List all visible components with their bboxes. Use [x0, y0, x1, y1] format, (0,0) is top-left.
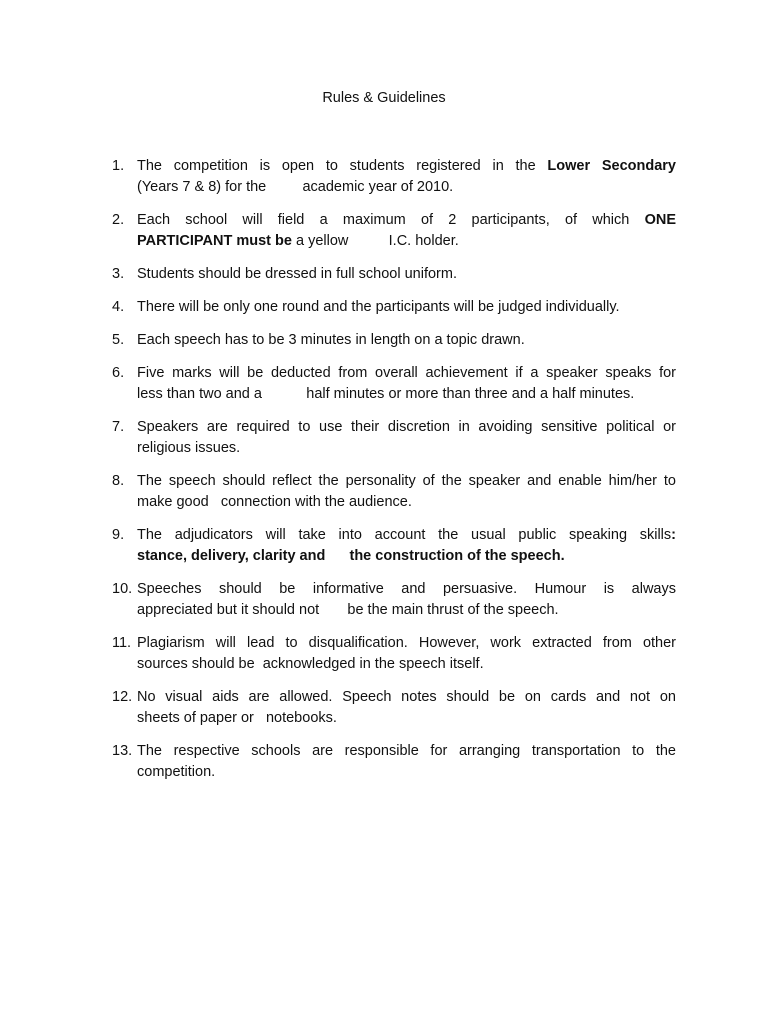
- rule-line: (Years 7 & 8) for the academic year of 2010.: [137, 179, 454, 195]
- rule-line: Plagiarism will lead to disqualification. However, work extracted from other: [137, 635, 676, 651]
- rule-item-13: [112, 741, 676, 783]
- rule-line: appreciated but it should not be the main thrust of the speech.: [137, 602, 559, 618]
- rule-line: Speeches should be informative and persuasive. Humour is always: [137, 581, 676, 597]
- rule-line: Students should be dressed in full school uniform.: [137, 266, 457, 282]
- rule-text: The adjudicators will take into account the usual public speaking skills: [137, 527, 672, 543]
- rule-number: 1.: [112, 158, 125, 174]
- rule-line: sheets of paper or notebooks.: [137, 710, 337, 726]
- rule-line: religious issues.: [137, 440, 241, 456]
- rule-item-3: [112, 264, 676, 285]
- rule-item-9: [112, 525, 676, 567]
- rule-item-8: [112, 471, 676, 513]
- rule-number: 11.: [112, 635, 132, 651]
- rule-number: 10.: [112, 581, 133, 597]
- rule-text: The competition is open to students registered in the: [137, 158, 548, 174]
- rule-line: competition.: [137, 764, 216, 780]
- rule-line: No visual aids are allowed. Speech notes should be on cards and not on: [137, 689, 676, 705]
- rule-line: Five marks will be deducted from overall achievement if a speaker speaks for: [137, 365, 676, 381]
- rule-bold-text: stance, delivery, clarity and the construction of the speech.: [137, 548, 565, 564]
- rule-line: [137, 231, 676, 252]
- rule-line: [137, 210, 676, 231]
- rule-line: Each speech has to be 3 minutes in length on a topic drawn.: [137, 332, 525, 348]
- rule-text: a yellow I.C. holder.: [291, 233, 459, 249]
- rule-item-1: [112, 156, 676, 198]
- rule-number: 6.: [112, 365, 125, 381]
- rule-number: 8.: [112, 473, 125, 489]
- rule-number: 2.: [112, 212, 125, 228]
- rule-bold-text: PARTICIPANT must be: [137, 233, 292, 249]
- rules-list: [112, 156, 676, 795]
- rule-text: Each school will field a maximum of 2 participants, of which: [137, 212, 645, 228]
- rule-line: [137, 546, 676, 567]
- rule-item-6: [112, 363, 676, 405]
- rule-line: The respective schools are responsible for arranging transportation to the: [137, 743, 676, 759]
- rule-number: 12.: [112, 689, 133, 705]
- rule-number: 4.: [112, 299, 125, 315]
- rule-item-4: [112, 297, 676, 318]
- rule-line: sources should be acknowledged in the speech itself.: [137, 656, 484, 672]
- rule-item-2: [112, 210, 676, 252]
- rule-number: 9.: [112, 527, 125, 543]
- rule-line: The speech should reflect the personality of the speaker and enable him/her to: [137, 473, 676, 489]
- rule-number: 3.: [112, 266, 125, 282]
- rule-item-5: [112, 330, 676, 351]
- page-title: Rules & Guidelines: [322, 90, 446, 106]
- rule-line: [137, 156, 676, 177]
- rule-bold-text: :: [671, 527, 676, 543]
- rule-bold-text: Lower Secondary: [547, 158, 676, 174]
- rule-line: [137, 525, 676, 546]
- rule-line: make good connection with the audience.: [137, 494, 412, 510]
- rule-line: less than two and a half minutes or more than three and a half minutes.: [137, 386, 635, 402]
- rule-item-12: [112, 687, 676, 729]
- rule-number: 13.: [112, 743, 133, 759]
- rule-bold-text: ONE: [644, 212, 676, 228]
- rule-item-11: [112, 633, 676, 675]
- rule-number: 7.: [112, 419, 125, 435]
- rule-item-7: [112, 417, 676, 459]
- rule-number: 5.: [112, 332, 125, 348]
- rule-line: Speakers are required to use their discretion in avoiding sensitive political or: [137, 419, 676, 435]
- rule-item-10: [112, 579, 676, 621]
- rule-line: There will be only one round and the participants will be judged individually.: [137, 299, 620, 315]
